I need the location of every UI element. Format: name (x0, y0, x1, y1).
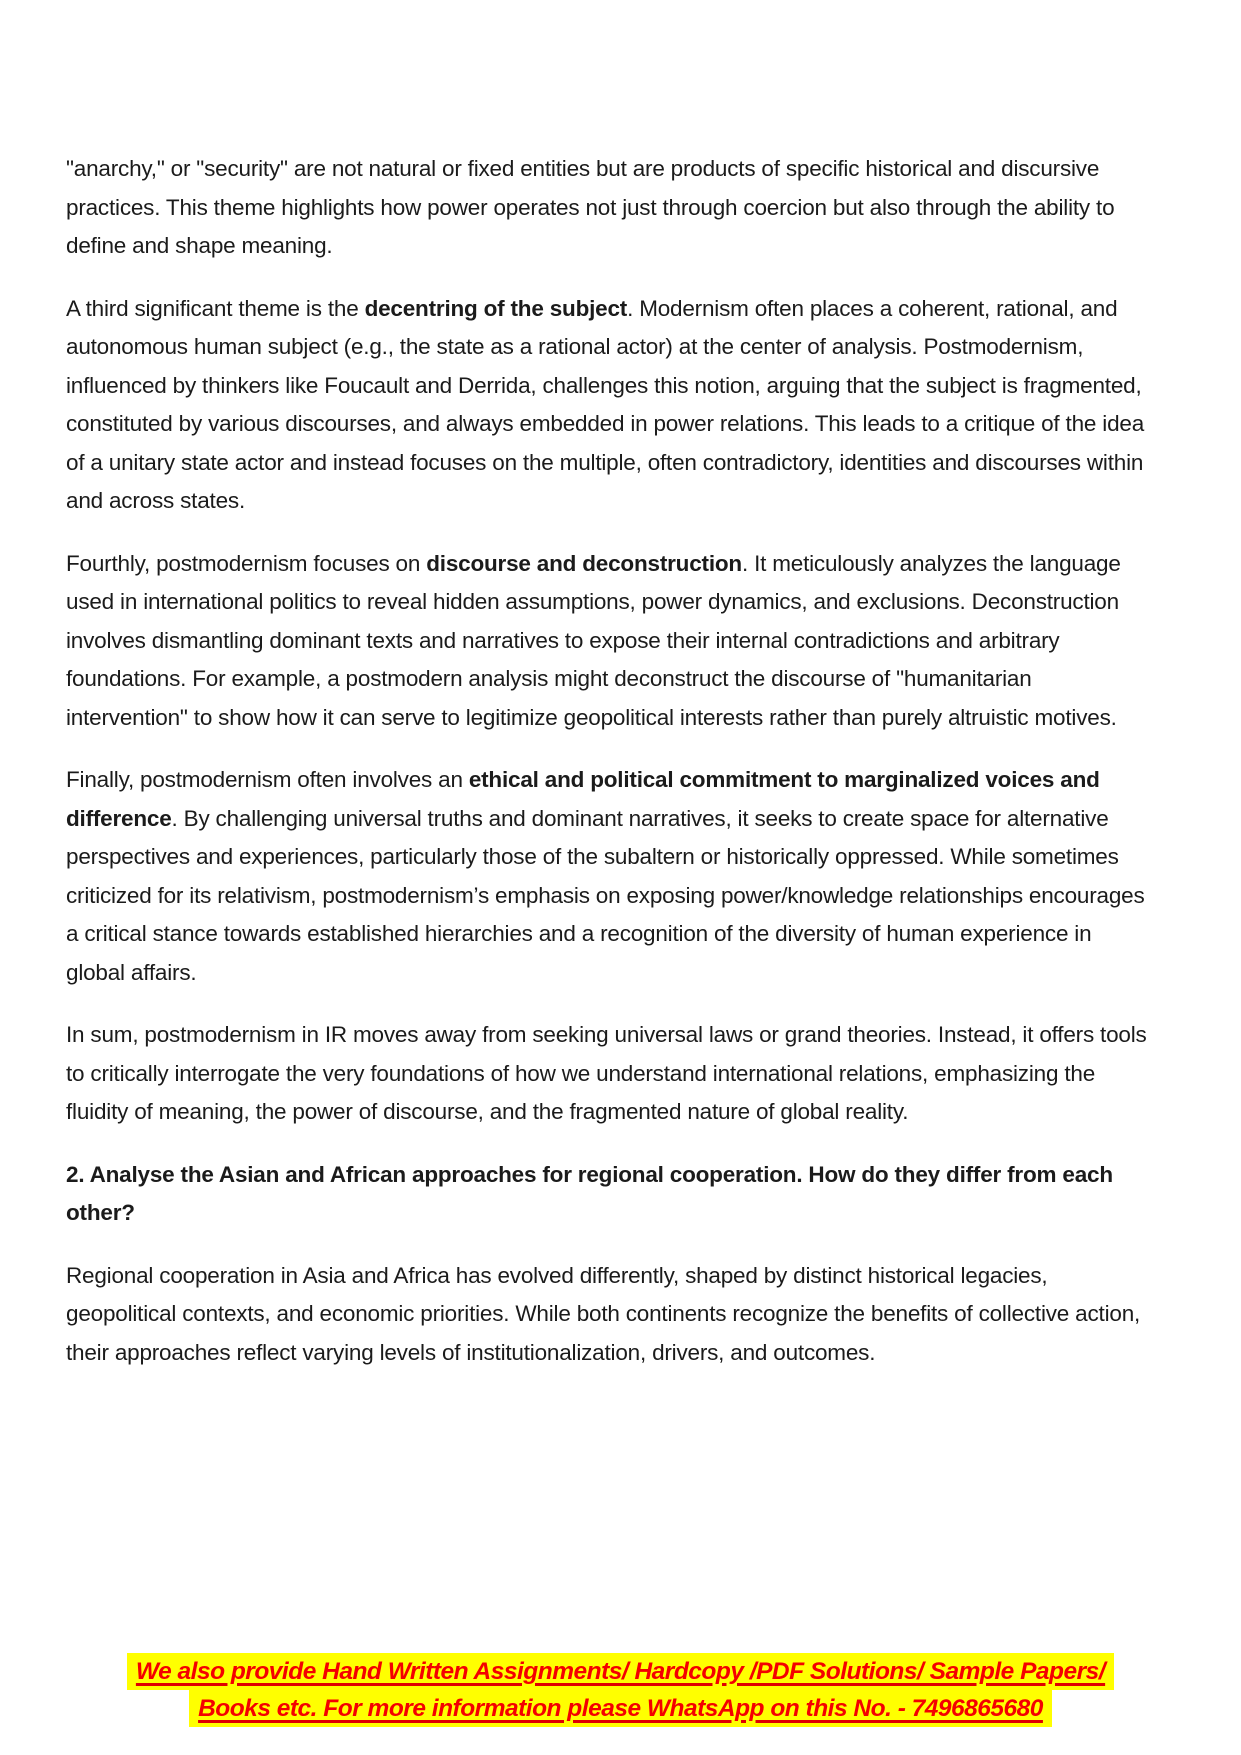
paragraph-text: . Modernism often places a coherent, rational, and autonomous human subject (e.g., the state as a rational actor) at the center of analysis. Postmodernism, influenced by thinkers like Foucault and Derrida, challenges this notion, arguing that the subject is fragmented, constituted by various discourses, and always embedded in power relations. This leads to a critique of the idea of a unitary state actor and instead focuses on the multiple, often contradictory, identities and discourses within and across states. (66, 295, 1145, 513)
promo-footer-text-1: We also provide Hand Written Assignments/ Hardcopy /PDF Solutions/ Sample Papers/ (127, 1653, 1114, 1690)
paragraph-bold-text: decentring of the subject (364, 295, 628, 321)
document-body (66, 150, 1156, 1372)
paragraph-text: Fourthly, postmodernism focuses on (66, 550, 427, 576)
paragraph-in-sum (66, 1016, 1156, 1132)
paragraph-text: . It meticulously analyzes the language used in international politics to reveal hidden assumptions, power dynamics, and exclusions. Deconstruction involves dismantling dominant texts and narratives to expose their internal contradictions and arbitrary foundations. For example, a postmodern analysis might deconstruct the discourse of "humanitarian intervention" to show how it can serve to legitimize geopolitical interests rather than purely altruistic motives. (66, 550, 1121, 730)
paragraph-text: Regional cooperation in Asia and Africa has evolved differently, shaped by distinct historical legacies, geopolitical contexts, and economic priorities. While both continents recognize the benefits of collective action, their approaches reflect varying levels of institutionalization, drivers, and outcomes. (66, 1262, 1141, 1365)
paragraph-ethical-political-commitment (66, 761, 1156, 992)
promo-footer-text-2: Books etc. For more information please WhatsApp on this No. - 7496865680 (189, 1690, 1052, 1727)
paragraph-text: Finally, postmodernism often involves an (66, 767, 469, 792)
paragraph-decentring-of-the-subject (66, 290, 1156, 521)
paragraph-text: . By challenging universal truths and dominant narratives, it seeks to create space for alternative perspectives and experiences, particularly those of the subaltern or historically oppressed. While sometimes criticized for its relativism, postmodernism’s emphasis on exposing power/knowledge relationships encourages a critical stance towards established hierarchies and a recognition of the diversity of human experience in global affairs. (66, 805, 1145, 985)
paragraph-text: "anarchy," or "security" are not natural or fixed entities but are products of specific historical and discursive practices. This theme highlights how power operates not just through coercion but also through the ability to define and shape meaning. (66, 156, 1115, 258)
paragraph-bold-text: discourse and deconstruction (426, 550, 742, 576)
paragraph-text: In sum, postmodernism in IR moves away from seeking universal laws or grand theories. Instead, it offers tools to critically interrogate the very foundations of how we understand international relations, emphasizing the fluidity of meaning, the power of discourse, and the fragmented nature of global reality. (66, 1022, 1147, 1124)
heading-text: 2. Analyse the Asian and African approaches for regional cooperation. How do they differ from each other? (66, 1161, 1113, 1225)
paragraph-power-and-meaning (66, 150, 1156, 266)
promo-footer-line-1 (0, 1653, 1241, 1690)
paragraph-text: A third significant theme is the (66, 295, 365, 321)
paragraph-discourse-and-deconstruction (66, 545, 1156, 738)
promo-footer (0, 1653, 1241, 1727)
promo-footer-line-2 (0, 1690, 1241, 1727)
question-2-heading (66, 1156, 1156, 1233)
paragraph-bold-text: ethical and political commitment to marginalized voices and difference (66, 767, 1100, 831)
paragraph-regional-cooperation-intro (66, 1257, 1156, 1373)
